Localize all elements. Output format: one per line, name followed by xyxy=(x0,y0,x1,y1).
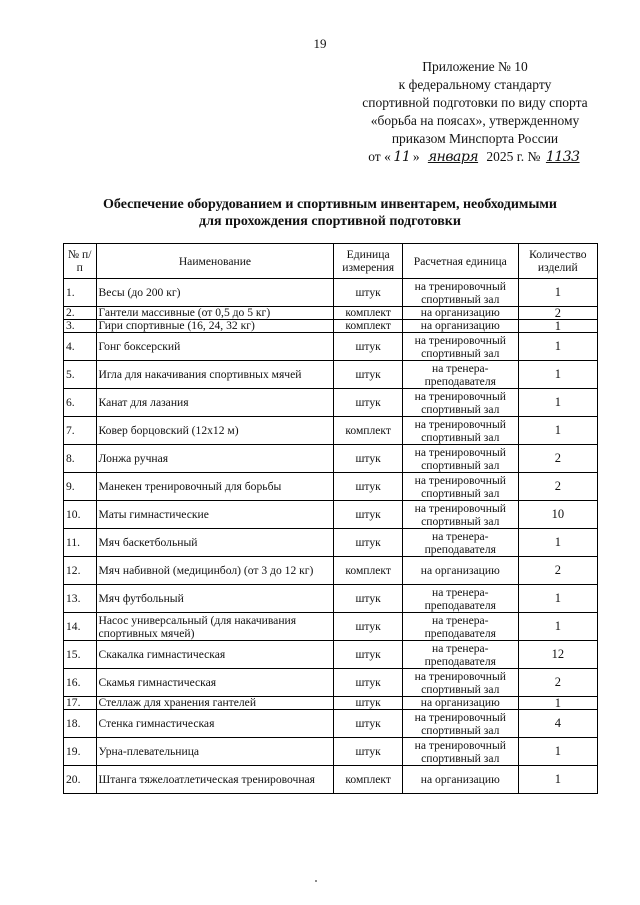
cell-name: Стенка гимнастическая xyxy=(96,710,334,738)
cell-qty: 1 xyxy=(518,738,597,766)
table-row xyxy=(64,445,598,473)
cell-unit: штук xyxy=(334,333,403,361)
cell-num: 13. xyxy=(64,585,97,613)
cell-num: 12. xyxy=(64,557,97,585)
cell-unit: комплект xyxy=(334,557,403,585)
cell-calc: на тренировочный спортивный зал xyxy=(402,501,518,529)
page-number: 19 xyxy=(313,36,327,51)
cell-num: 18. xyxy=(64,710,97,738)
cell-num: 7. xyxy=(64,417,97,445)
cell-calc: на тренировочный спортивный зал xyxy=(402,473,518,501)
cell-num: 8. xyxy=(64,445,97,473)
cell-qty: 4 xyxy=(518,710,597,738)
cell-qty: 1 xyxy=(518,613,597,641)
cell-calc: на организацию xyxy=(402,766,518,794)
cell-num: 19. xyxy=(64,738,97,766)
table-row xyxy=(64,557,598,585)
table-body xyxy=(64,279,598,794)
cell-unit: комплект xyxy=(334,320,403,333)
cell-unit: штук xyxy=(334,529,403,557)
cell-name: Мяч баскетбольный xyxy=(96,529,334,557)
cell-num: 11. xyxy=(64,529,97,557)
table-row xyxy=(64,473,598,501)
appendix-line-3: спортивной подготовки по виду спорта xyxy=(362,95,588,110)
document-title xyxy=(60,196,600,230)
cell-calc: на тренировочный спортивный зал xyxy=(402,445,518,473)
table-row xyxy=(64,529,598,557)
cell-name: Маты гимнастические xyxy=(96,501,334,529)
cell-qty: 2 xyxy=(518,669,597,697)
cell-unit: штук xyxy=(334,738,403,766)
cell-name: Стеллаж для хранения гантелей xyxy=(96,697,334,710)
cell-num: 1. xyxy=(64,279,97,307)
cell-unit: штук xyxy=(334,445,403,473)
cell-calc: на тренера-преподавателя xyxy=(402,641,518,669)
date-prefix: от « xyxy=(368,149,391,164)
header-qty: Количество изделий xyxy=(518,244,597,279)
appendix-line-5: приказом Минспорта России xyxy=(391,131,559,146)
cell-name: Весы (до 200 кг) xyxy=(96,279,334,307)
cell-num: 3. xyxy=(64,320,97,333)
cell-name: Гири спортивные (16, 24, 32 кг) xyxy=(96,320,334,333)
table-row xyxy=(64,710,598,738)
cell-num: 14. xyxy=(64,613,97,641)
handwritten-day: 11 xyxy=(393,149,411,165)
appendix-line-2: к федеральному стандарту xyxy=(398,77,552,92)
scan-speck xyxy=(315,880,317,882)
cell-unit: комплект xyxy=(334,417,403,445)
cell-unit: штук xyxy=(334,585,403,613)
cell-unit: штук xyxy=(334,613,403,641)
cell-calc: на тренировочный спортивный зал xyxy=(402,738,518,766)
cell-name: Гантели массивные (от 0,5 до 5 кг) xyxy=(96,307,334,320)
cell-name: Скакалка гимнастическая xyxy=(96,641,334,669)
date-mid: » xyxy=(412,149,420,164)
cell-unit: штук xyxy=(334,641,403,669)
cell-qty: 1 xyxy=(518,361,597,389)
cell-qty: 12 xyxy=(518,641,597,669)
cell-calc: на организацию xyxy=(402,557,518,585)
cell-qty: 2 xyxy=(518,445,597,473)
cell-qty: 1 xyxy=(518,766,597,794)
table-row xyxy=(64,361,598,389)
cell-name: Гонг боксерский xyxy=(96,333,334,361)
cell-calc: на организацию xyxy=(402,697,518,710)
cell-num: 5. xyxy=(64,361,97,389)
cell-calc: на тренировочный спортивный зал xyxy=(402,333,518,361)
cell-name: Насос универсальный (для накачивания спортивных мячей) xyxy=(96,613,334,641)
cell-name: Канат для лазания xyxy=(96,389,334,417)
table-row xyxy=(64,585,598,613)
header-calc: Расчетная единица xyxy=(402,244,518,279)
cell-num: 4. xyxy=(64,333,97,361)
equipment-table xyxy=(63,243,598,794)
table-row xyxy=(64,333,598,361)
header-name: Наименование xyxy=(96,244,334,279)
table-row xyxy=(64,697,598,710)
cell-qty: 1 xyxy=(518,279,597,307)
table-row xyxy=(64,641,598,669)
header-unit: Единица измерения xyxy=(334,244,403,279)
table-row xyxy=(64,279,598,307)
cell-calc: на тренера-преподавателя xyxy=(402,613,518,641)
cell-calc: на организацию xyxy=(402,307,518,320)
cell-calc: на тренировочный спортивный зал xyxy=(402,389,518,417)
cell-calc: на тренера-преподавателя xyxy=(402,361,518,389)
table-row xyxy=(64,669,598,697)
table-row xyxy=(64,389,598,417)
cell-num: 6. xyxy=(64,389,97,417)
cell-num: 20. xyxy=(64,766,97,794)
title-line-1: Обеспечение оборудованием и спортивным инвентарем, необходимыми xyxy=(103,197,557,212)
cell-num: 10. xyxy=(64,501,97,529)
cell-qty: 1 xyxy=(518,417,597,445)
cell-name: Лонжа ручная xyxy=(96,445,334,473)
cell-name: Игла для накачивания спортивных мячей xyxy=(96,361,334,389)
cell-name: Манекен тренировочный для борьбы xyxy=(96,473,334,501)
cell-qty: 2 xyxy=(518,473,597,501)
cell-calc: на тренера-преподавателя xyxy=(402,529,518,557)
cell-qty: 1 xyxy=(518,320,597,333)
cell-unit: комплект xyxy=(334,307,403,320)
handwritten-month: января xyxy=(427,149,479,165)
cell-num: 17. xyxy=(64,697,97,710)
table-row xyxy=(64,738,598,766)
table-row xyxy=(64,766,598,794)
table-row xyxy=(64,417,598,445)
cell-qty: 1 xyxy=(518,585,597,613)
cell-calc: на тренировочный спортивный зал xyxy=(402,279,518,307)
cell-name: Скамья гимнастическая xyxy=(96,669,334,697)
cell-unit: штук xyxy=(334,501,403,529)
cell-calc: на организацию xyxy=(402,320,518,333)
appendix-line-4: «борьба на поясах», утвержденному xyxy=(370,113,580,128)
cell-name: Урна-плевательница xyxy=(96,738,334,766)
header-num: № п/п xyxy=(64,244,97,279)
order-date-line xyxy=(330,148,620,166)
cell-qty: 2 xyxy=(518,557,597,585)
cell-unit: штук xyxy=(334,669,403,697)
cell-unit: штук xyxy=(334,710,403,738)
date-year: 2025 г. № xyxy=(486,149,541,164)
cell-qty: 1 xyxy=(518,697,597,710)
table-header-row xyxy=(64,244,598,279)
cell-num: 2. xyxy=(64,307,97,320)
cell-unit: штук xyxy=(334,361,403,389)
cell-name: Мяч набивной (медицинбол) (от 3 до 12 кг) xyxy=(96,557,334,585)
cell-calc: на тренировочный спортивный зал xyxy=(402,669,518,697)
title-line-2: для прохождения спортивной подготовки xyxy=(199,214,461,229)
cell-num: 9. xyxy=(64,473,97,501)
cell-num: 15. xyxy=(64,641,97,669)
cell-qty: 10 xyxy=(518,501,597,529)
cell-qty: 2 xyxy=(518,307,597,320)
cell-calc: на тренировочный спортивный зал xyxy=(402,417,518,445)
cell-num: 16. xyxy=(64,669,97,697)
cell-name: Штанга тяжелоатлетическая тренировочная xyxy=(96,766,334,794)
handwritten-order-number: 1133 xyxy=(545,149,580,165)
cell-unit: штук xyxy=(334,279,403,307)
table-row xyxy=(64,613,598,641)
cell-unit: комплект xyxy=(334,766,403,794)
cell-unit: штук xyxy=(334,389,403,417)
table-row xyxy=(64,320,598,333)
appendix-header xyxy=(330,58,620,166)
cell-qty: 1 xyxy=(518,529,597,557)
cell-qty: 1 xyxy=(518,389,597,417)
cell-unit: штук xyxy=(334,473,403,501)
cell-name: Мяч футбольный xyxy=(96,585,334,613)
appendix-title: Приложение № 10 xyxy=(422,59,528,74)
cell-calc: на тренера-преподавателя xyxy=(402,585,518,613)
cell-unit: штук xyxy=(334,697,403,710)
table-row xyxy=(64,501,598,529)
cell-qty: 1 xyxy=(518,333,597,361)
table-row xyxy=(64,307,598,320)
cell-calc: на тренировочный спортивный зал xyxy=(402,710,518,738)
cell-name: Ковер борцовский (12х12 м) xyxy=(96,417,334,445)
